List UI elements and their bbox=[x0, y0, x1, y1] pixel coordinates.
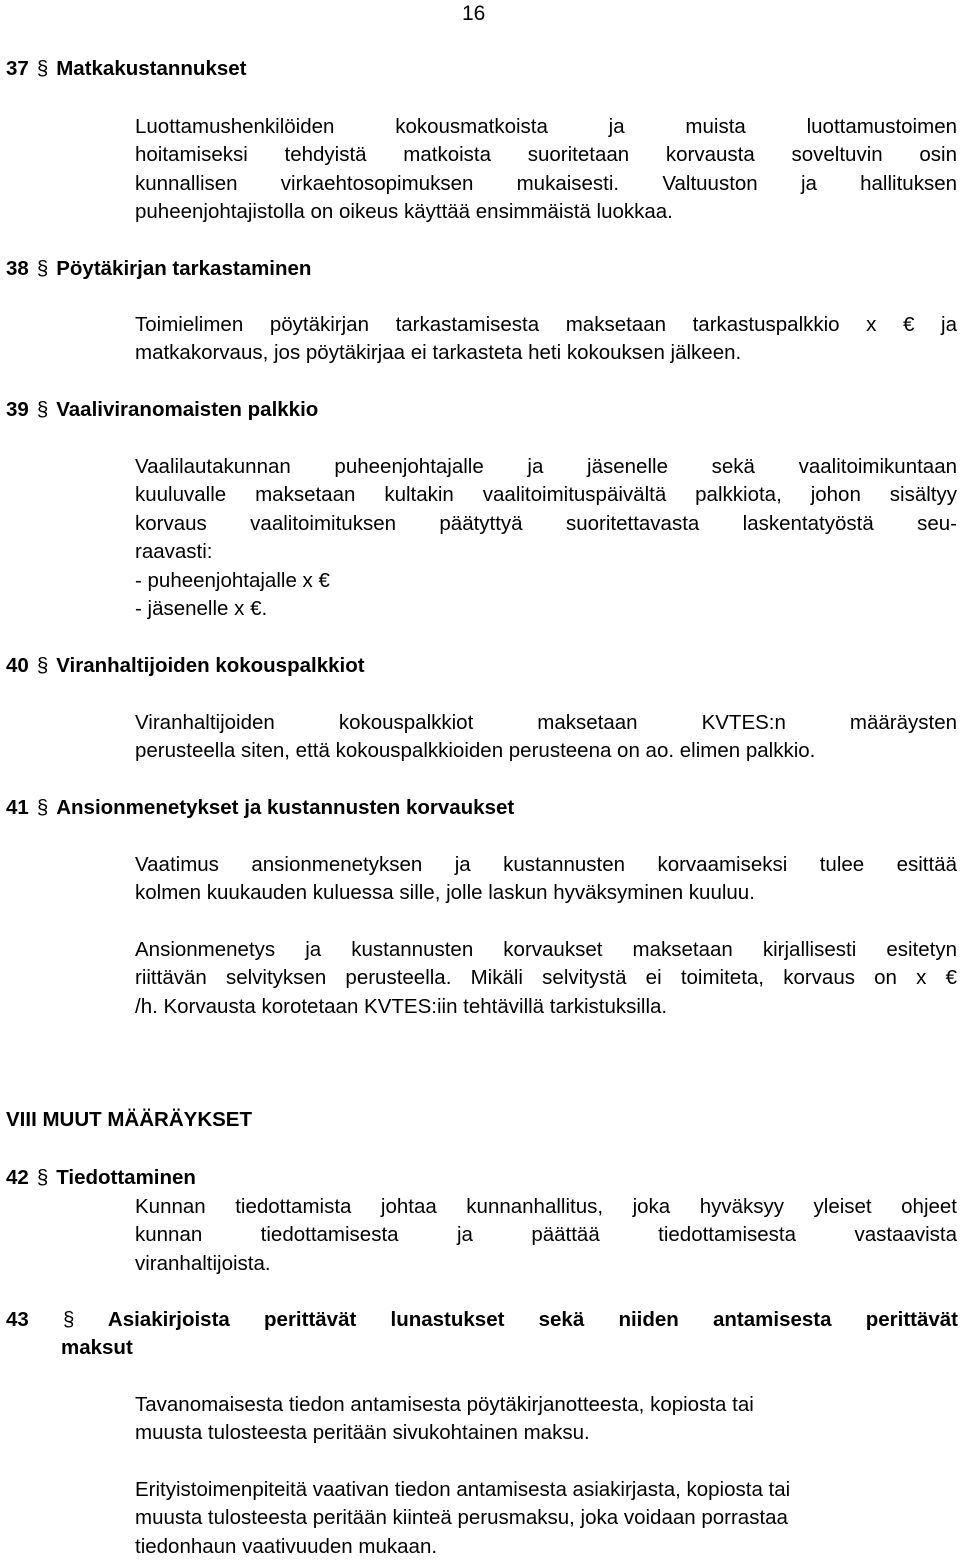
section-sign: § bbox=[36, 398, 49, 421]
text-line: Kunnan tiedottamista johtaa kunnanhallitus, joka hyväksyy yleiset ohjeet bbox=[135, 1195, 957, 1218]
text-line: Vaalilautakunnan puheenjohtajalle ja jäsenelle sekä vaalitoimikuntaan bbox=[135, 455, 957, 478]
section-41-paragraph-2 bbox=[135, 936, 957, 1021]
text-line: hoitamiseksi tehdyistä matkoista suoritetaan korvausta soveltuvin osin bbox=[135, 143, 957, 167]
section-title: Ansionmenetykset ja kustannusten korvaukset bbox=[56, 796, 515, 819]
section-41-paragraph-1 bbox=[135, 851, 957, 908]
section-number: 41 bbox=[6, 796, 29, 819]
section-43-paragraph-1 bbox=[135, 1391, 957, 1448]
section-title: Tiedottaminen bbox=[56, 1166, 196, 1189]
text-line: Erityistoimenpiteitä vaativan tiedon antamisesta asiakirjasta, kopiosta tai bbox=[135, 1478, 791, 1501]
text-line: matkakorvaus, jos pöytäkirjaa ei tarkasteta heti kokouksen jälkeen. bbox=[135, 341, 742, 365]
section-sign: § bbox=[36, 796, 49, 819]
text-line: /h. Korvausta korotetaan KVTES:iin tehtävillä tarkistuksilla. bbox=[135, 994, 668, 1018]
text-line: - jäsenelle x €. bbox=[135, 596, 268, 620]
text-line: kuuluvalle maksetaan kultakin vaalitoimituspäivältä palkkiota, johon sisältyy bbox=[135, 483, 957, 507]
text-line: Ansionmenetys ja kustannusten korvaukset maksetaan kirjallisesti esitetyn bbox=[135, 938, 957, 961]
section-39-heading bbox=[6, 396, 318, 424]
section-41-heading bbox=[6, 794, 514, 822]
section-40-body bbox=[135, 709, 957, 766]
text-line: Vaatimus ansionmenetyksen ja kustannusten korvaamiseksi tulee esittää bbox=[135, 853, 957, 876]
text-line: kunnan tiedottamisesta ja päättää tiedottamisesta vastaavista bbox=[135, 1223, 957, 1247]
text-line: puheenjohtajistolla on oikeus käyttää ensimmäistä luokkaa. bbox=[135, 200, 673, 224]
section-title: Pöytäkirjan tarkastaminen bbox=[56, 257, 312, 280]
text-line: raavasti: bbox=[135, 540, 213, 564]
section-43-title-line-2: maksut bbox=[61, 1336, 133, 1360]
text-line: viranhaltijoista. bbox=[135, 1251, 271, 1275]
section-42-heading bbox=[6, 1164, 196, 1192]
section-title: Asiakirjoista perittävät lunastukset sekä niiden antamisesta perittävät bbox=[107, 1308, 959, 1331]
text-line: korvaus vaalitoimituksen päätyttyä suoritettavasta laskentatyöstä seu- bbox=[135, 511, 957, 535]
text-line: Tavanomaisesta tiedon antamisesta pöytäkirjanotteesta, kopiosta tai bbox=[135, 1393, 754, 1416]
section-39-body bbox=[135, 453, 957, 623]
section-38-heading bbox=[6, 255, 311, 283]
section-38-body bbox=[135, 311, 957, 368]
section-42-body bbox=[135, 1193, 957, 1278]
text-line: riittävän selvityksen perusteella. Mikäli selvitystä ei toimiteta, korvaus on x € bbox=[135, 966, 957, 990]
text-line: Luottamushenkilöiden kokousmatkoista ja muista luottamustoimen bbox=[135, 115, 957, 138]
text-line: perusteella siten, että kokouspalkkioiden perusteena on ao. elimen palkkio. bbox=[135, 739, 816, 763]
section-number: 43 bbox=[6, 1308, 29, 1331]
page-number: 16 bbox=[462, 2, 486, 25]
section-43-heading bbox=[6, 1306, 958, 1363]
section-43-paragraph-2 bbox=[135, 1476, 957, 1561]
section-title: Matkakustannukset bbox=[56, 57, 247, 80]
section-sign: § bbox=[36, 1166, 49, 1189]
section-number: 38 bbox=[6, 257, 29, 280]
section-sign: § bbox=[63, 1308, 75, 1331]
section-40-heading bbox=[6, 652, 365, 680]
section-sign: § bbox=[36, 654, 49, 677]
text-line: kolmen kuukauden kuluessa sille, jolle laskun hyväksyminen kuuluu. bbox=[135, 881, 755, 905]
text-line: kunnallisen virkaehtosopimuksen mukaisesti. Valtuuston ja hallituksen bbox=[135, 171, 957, 195]
text-line: Viranhaltijoiden kokouspalkkiot maksetaan KVTES:n määräysten bbox=[135, 711, 957, 734]
text-line: Toimielimen pöytäkirjan tarkastamisesta maksetaan tarkastuspalkkio x € ja bbox=[135, 313, 957, 336]
text-line: - puheenjohtajalle x € bbox=[135, 568, 330, 592]
section-sign: § bbox=[36, 57, 49, 80]
section-37-body bbox=[135, 113, 957, 227]
section-number: 39 bbox=[6, 398, 29, 421]
section-number: 40 bbox=[6, 654, 29, 677]
chapter-heading: VIII MUUT MÄÄRÄYKSET bbox=[6, 1108, 252, 1131]
text-line: muusta tulosteesta peritään kiinteä perusmaksu, joka voidaan porrastaa bbox=[135, 1506, 788, 1530]
section-sign: § bbox=[36, 257, 49, 280]
section-title: Vaaliviranomaisten palkkio bbox=[56, 398, 319, 421]
section-title: Viranhaltijoiden kokouspalkkiot bbox=[56, 654, 365, 677]
section-number: 42 bbox=[6, 1166, 29, 1189]
section-43-title-line-1 bbox=[6, 1306, 958, 1334]
section-37-heading bbox=[6, 55, 246, 83]
section-number: 37 bbox=[6, 57, 29, 80]
text-line: muusta tulosteesta peritään sivukohtainen maksu. bbox=[135, 1421, 590, 1445]
text-line: tiedonhaun vaativuuden mukaan. bbox=[135, 1534, 438, 1558]
